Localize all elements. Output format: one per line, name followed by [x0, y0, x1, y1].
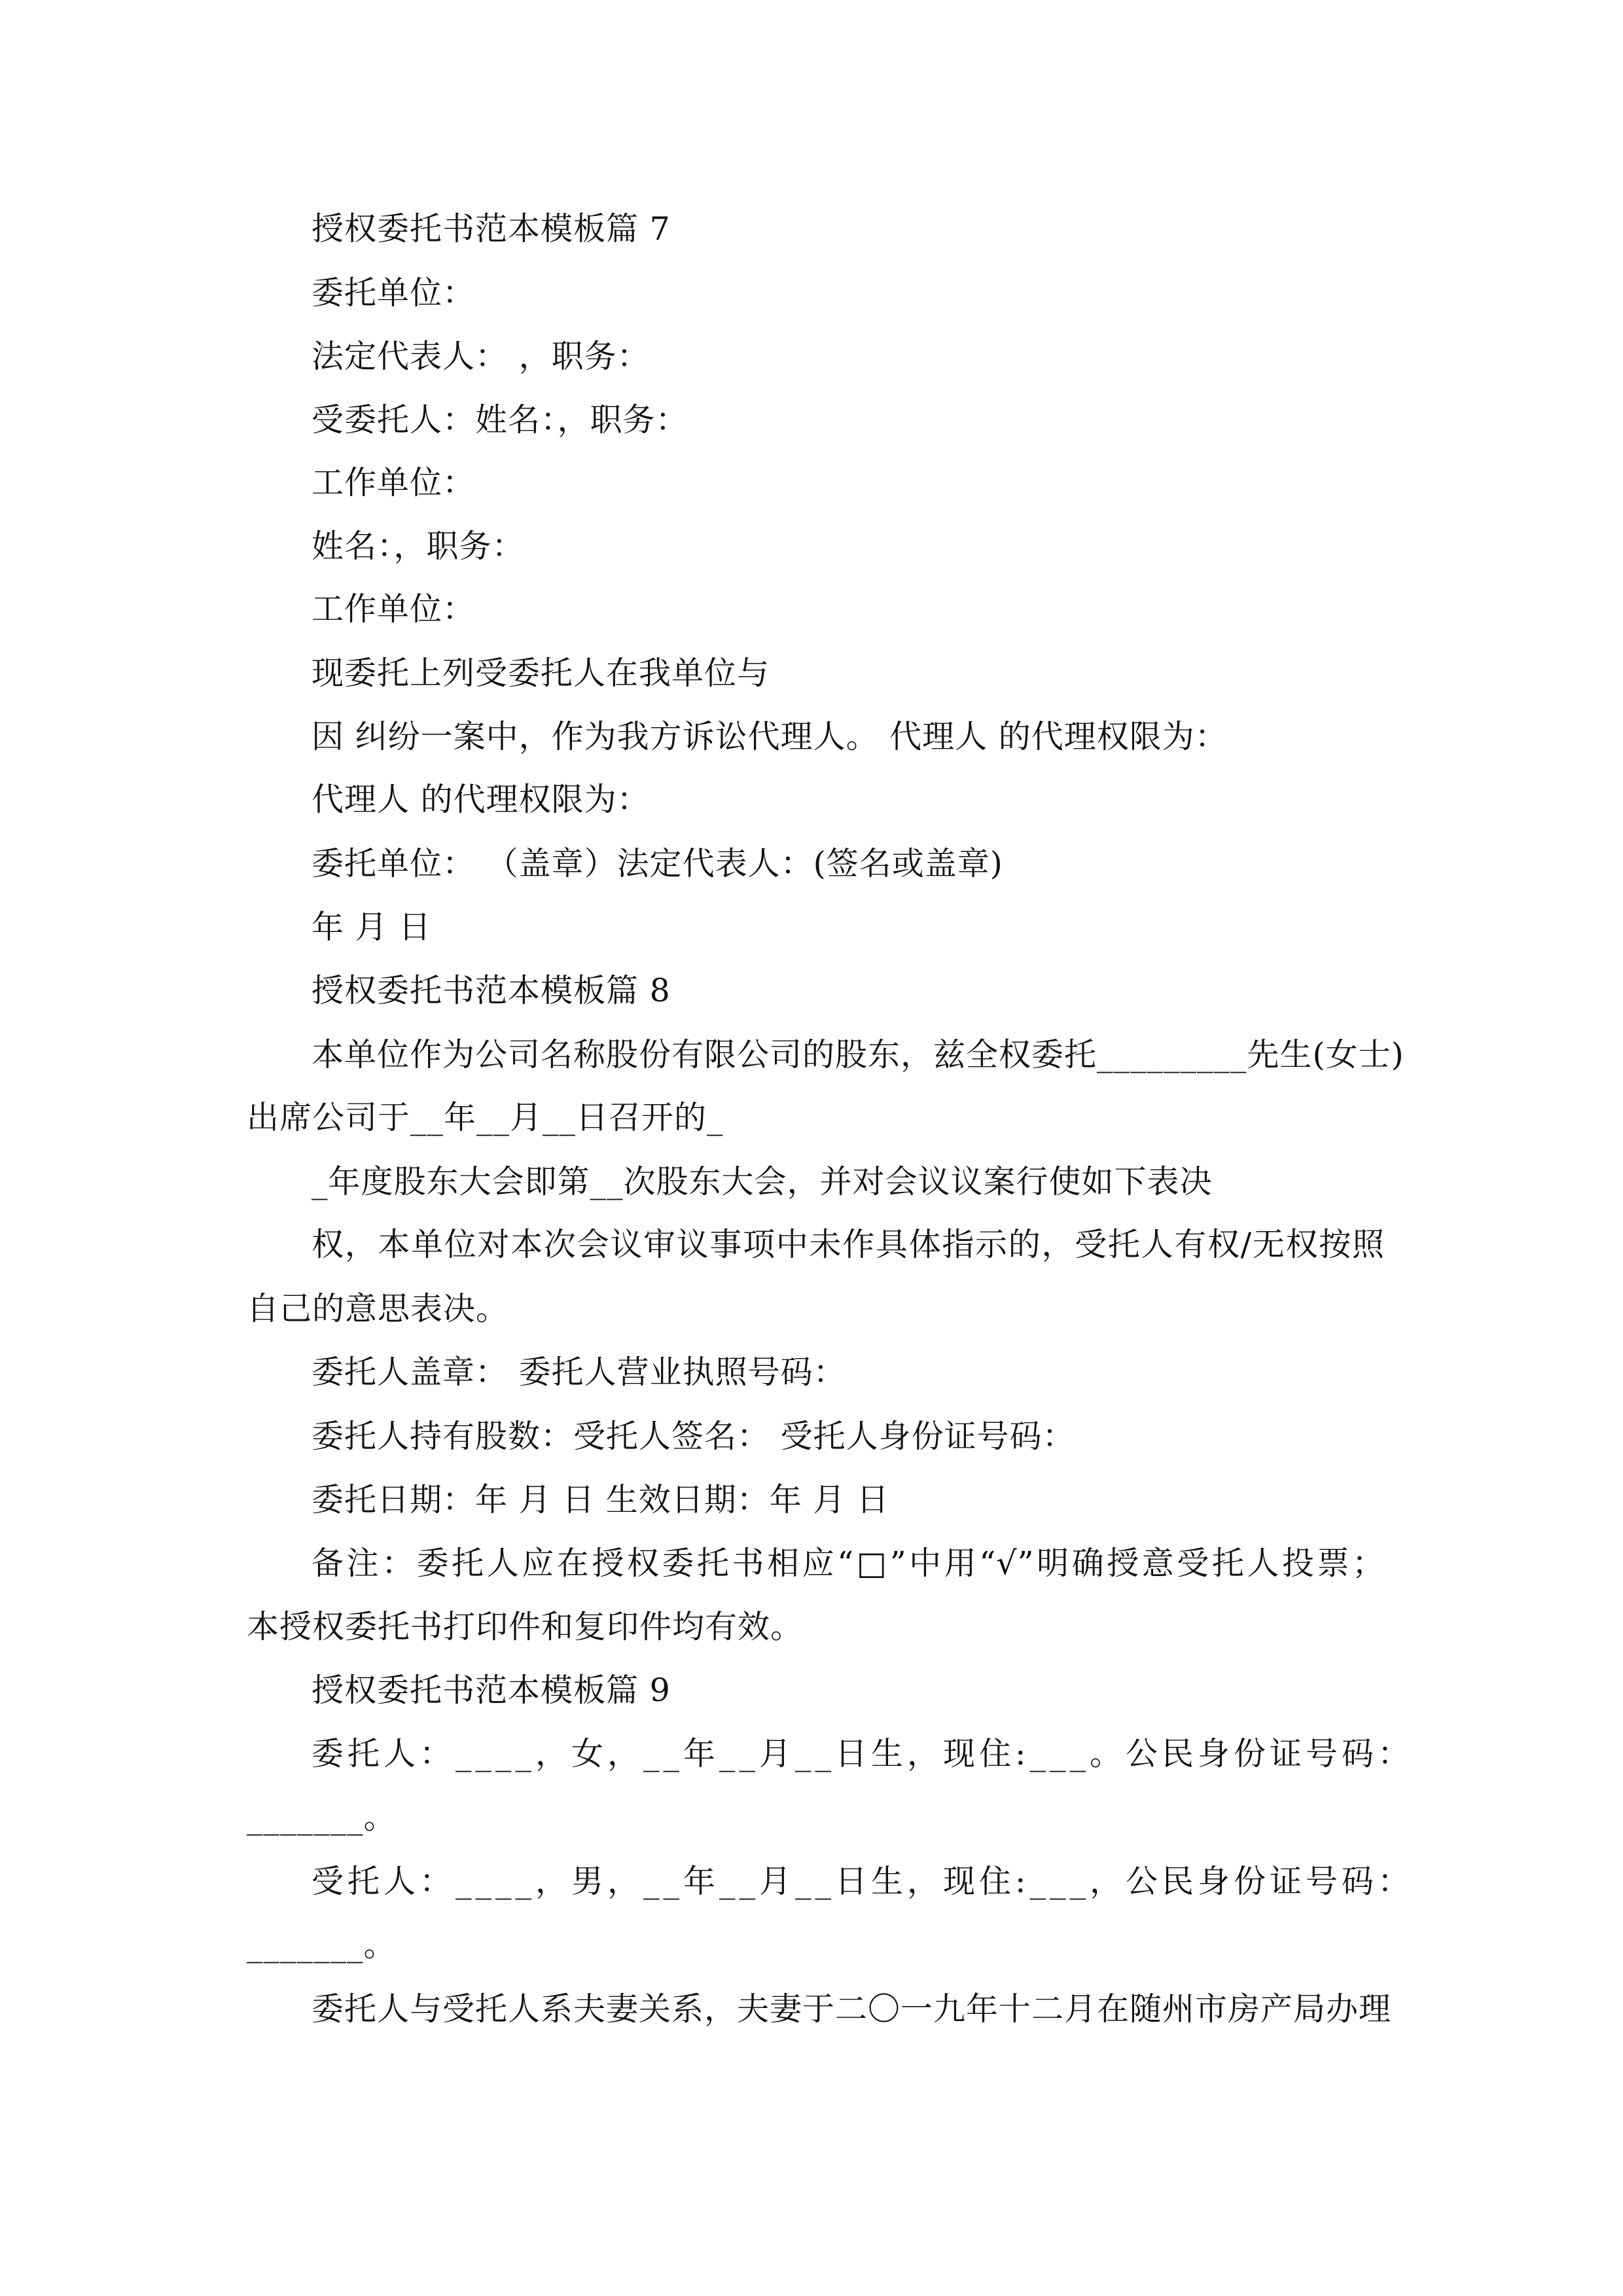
text-line: 自己的意思表决。: [247, 1290, 509, 1327]
text-line: 委托单位： （盖章）法定代表人：(签名或盖章): [312, 845, 1003, 882]
text-line: 现委托上列受委托人在我单位与: [312, 655, 770, 692]
text-line: 委托日期：年 月 日 生效日期：年 月 日: [312, 1481, 889, 1518]
text-line: 委托人持有股数：受托人签名： 受托人身份证号码：: [312, 1418, 1075, 1455]
section-heading-7: 授权委托书范本模板篇 7: [312, 210, 671, 247]
text-line: 委托人盖章： 委托人营业执照号码：: [312, 1354, 846, 1391]
text-line: 工作单位：: [312, 590, 476, 628]
text-line: 受托人：____，男，__年__月__日生，现住:___，公民身份证号码：: [312, 1863, 1414, 1900]
text-line: 本授权委托书打印件和复印件均有效。: [247, 1608, 804, 1645]
text-line: 备注：委托人应在授权委托书相应“□”中用“√”明确授意受托人投票；: [312, 1545, 1385, 1582]
text-line: 姓名：，职务：: [312, 528, 525, 565]
text-line: 出席公司于__年__月__日召开的_: [247, 1099, 724, 1136]
text-line: 代理人 的代理权限为：: [312, 781, 650, 818]
text-line: 年 月 日: [312, 908, 432, 946]
text-line: 委托人：____，女，__年__月__日生，现住:___。公民身份证号码：: [312, 1735, 1414, 1772]
text-line: 受委托人：姓名：，职务：: [312, 401, 688, 439]
text-line: 因 纠纷一案中，作为我方诉讼代理人。 代理人 的代理权限为：: [312, 718, 1228, 755]
text-line: 委托人与受托人系夫妻关系，夫妻于二〇一九年十二月在随州市房产局办理: [312, 1990, 1392, 2028]
section-heading-9: 授权委托书范本模板篇 9: [312, 1672, 671, 1709]
text-line: _______。: [247, 1926, 397, 1964]
text-line: _______。: [247, 1799, 397, 1836]
text-line: 本单位作为公司名称股份有限公司的股东，兹全权委托_________先生(女士): [312, 1036, 1404, 1073]
text-line: 工作单位：: [312, 464, 476, 501]
section-heading-8: 授权委托书范本模板篇 8: [312, 972, 671, 1009]
text-line: 法定代表人： ，职务：: [312, 338, 650, 375]
text-line: _年度股东大会即第__次股东大会，并对会议议案行使如下表决: [312, 1163, 1213, 1200]
text-line: 权，本单位对本次会议审议事项中未作具体指示的，受托人有权/无权按照: [312, 1226, 1385, 1263]
text-line: 委托单位：: [312, 274, 476, 312]
